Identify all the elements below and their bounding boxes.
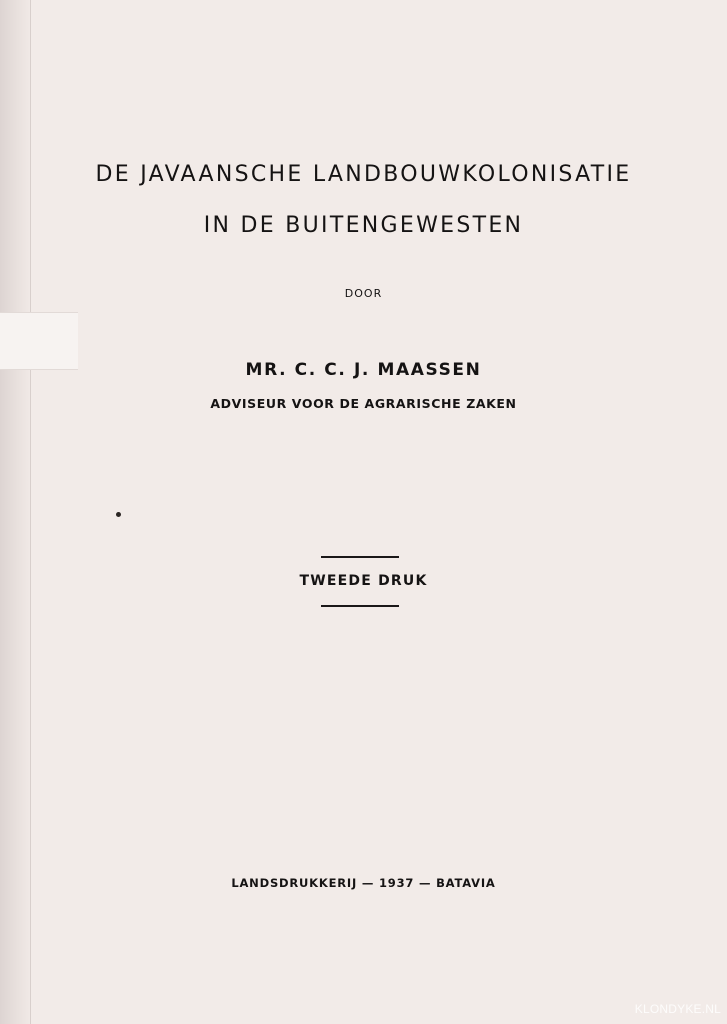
edition-rule-top [321, 556, 399, 558]
author-role: ADVISEUR VOOR DE AGRARISCHE ZAKEN [210, 396, 517, 411]
cover-spine [0, 0, 30, 1024]
imprint-line: LANDSDRUKKERIJ — 1937 — BATAVIA [231, 876, 496, 890]
title-line-1: DE JAVAANSCHE LANDBOUWKOLONISATIE [95, 162, 632, 187]
edition-rule-bottom [321, 605, 399, 607]
by-label: DOOR [344, 287, 383, 300]
spine-edge [30, 0, 31, 1024]
title-line-2: IN DE BUITENGEWESTEN [203, 213, 524, 238]
edition-label: TWEEDE DRUK [299, 573, 428, 589]
ink-speck [116, 512, 121, 517]
watermark-logo: KLONDYKE.NL [634, 1002, 721, 1016]
author-name: MR. C. C. J. MAASSEN [245, 360, 482, 380]
